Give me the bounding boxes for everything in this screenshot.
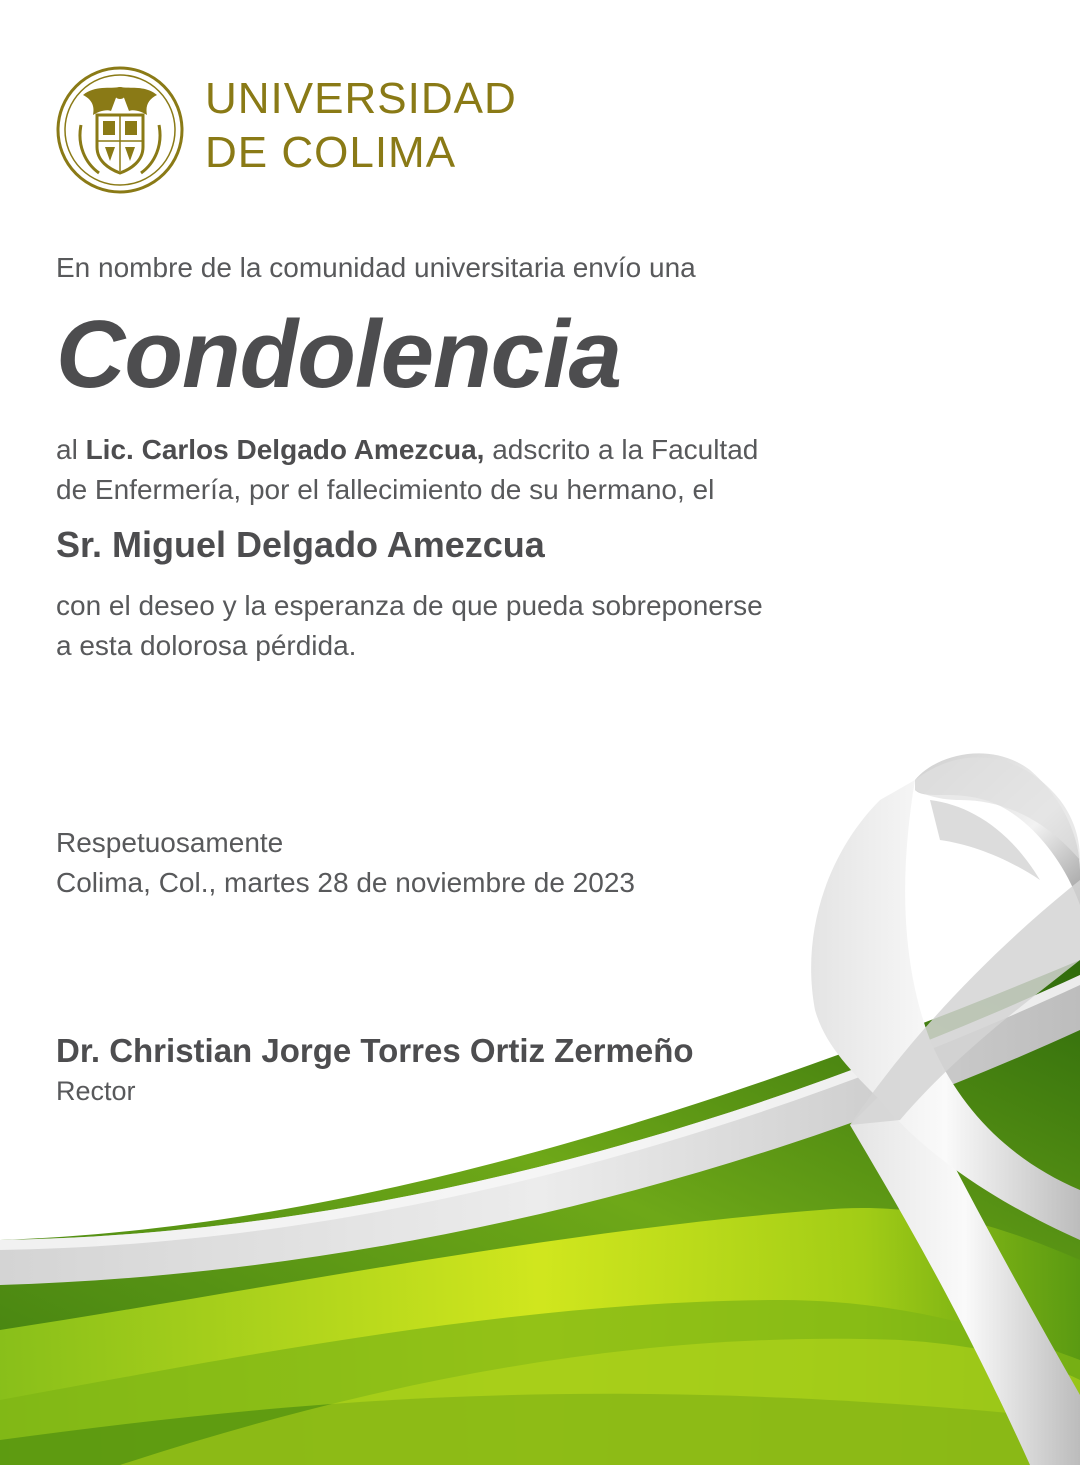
intro-text: En nombre de la comunidad universitaria envío una — [56, 252, 696, 283]
recipient-line2: de Enfermería, por el fallecimiento de su hermano, el — [56, 474, 715, 505]
recipient-name: Lic. Carlos Delgado Amezcua, — [85, 434, 485, 465]
university-logo — [55, 65, 517, 195]
place-date: Colima, Col., martes 28 de noviembre de 2023 — [56, 867, 635, 898]
logo-text-line1: UNIVERSIDAD — [205, 74, 517, 123]
signer-role: Rector — [56, 1076, 136, 1106]
closing-salutation: Respetuosamente — [56, 827, 284, 858]
wish-line2: a esta dolorosa pérdida. — [56, 630, 357, 661]
signer-name: Dr. Christian Jorge Torres Ortiz Zermeño — [56, 1032, 694, 1069]
deceased-name: Sr. Miguel Delgado Amezcua — [56, 524, 545, 565]
recipient-affiliation: adscrito a la Facultad — [484, 434, 759, 465]
wish-paragraph — [56, 586, 763, 666]
wish-line1: con el deseo y la esperanza de que pueda sobreponerse — [56, 590, 763, 621]
recipient-paragraph — [56, 430, 758, 510]
recipient-prefix: al — [56, 434, 86, 465]
closing-block — [56, 823, 635, 903]
logo-text-line2: DE COLIMA — [205, 128, 457, 177]
university-seal-icon — [55, 65, 185, 195]
page-title: Condolencia — [56, 301, 622, 408]
